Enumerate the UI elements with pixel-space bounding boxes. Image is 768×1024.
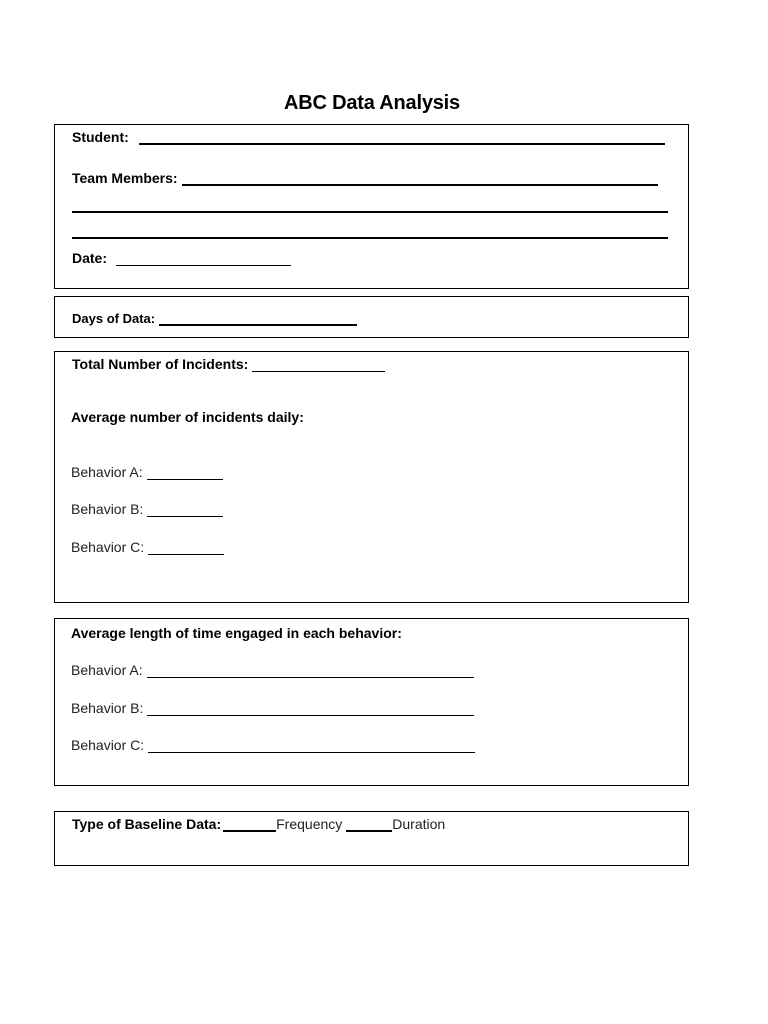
days-of-data-section — [54, 296, 689, 338]
total-incidents-label: Total Number of Incidents: — [72, 356, 249, 372]
behavior-a-duration-field[interactable] — [147, 665, 474, 678]
date-label: Date: — [72, 250, 108, 266]
behavior-b-duration-field[interactable] — [147, 703, 474, 716]
days-of-data-label: Days of Data: — [72, 311, 156, 326]
baseline-type-label: Type of Baseline Data: — [72, 816, 222, 832]
behavior-a-daily-label: Behavior A: — [71, 464, 143, 480]
page-title: ABC Data Analysis — [284, 92, 460, 114]
duration-section — [54, 618, 689, 786]
behavior-b-daily-field[interactable] — [147, 504, 223, 517]
frequency-label: Frequency — [276, 816, 343, 832]
duration-label: Duration — [392, 816, 446, 832]
incidents-section — [54, 351, 689, 603]
behavior-c-daily-field[interactable] — [148, 542, 224, 555]
student-field[interactable] — [139, 131, 665, 145]
team-members-field[interactable] — [182, 172, 658, 186]
student-label: Student: — [72, 129, 129, 145]
total-incidents-field[interactable] — [252, 359, 385, 372]
behavior-a-duration-label: Behavior A: — [71, 662, 143, 678]
behavior-c-daily-label: Behavior C: — [71, 539, 145, 555]
behavior-b-daily-label: Behavior B: — [71, 501, 144, 517]
team-members-label: Team Members: — [72, 170, 178, 186]
behavior-b-duration-label: Behavior B: — [71, 700, 144, 716]
behavior-c-duration-label: Behavior C: — [71, 737, 145, 753]
team-members-field-line-2[interactable] — [72, 211, 668, 213]
behavior-a-daily-field[interactable] — [147, 467, 223, 480]
baseline-data-section — [54, 811, 689, 866]
average-length-label: Average length of time engaged in each behavior: — [71, 625, 402, 641]
behavior-c-duration-field[interactable] — [148, 740, 475, 753]
days-of-data-field[interactable] — [159, 312, 357, 326]
average-daily-label: Average number of incidents daily: — [71, 409, 304, 425]
duration-checkbox-line[interactable] — [346, 818, 392, 832]
team-members-field-line-3[interactable] — [72, 237, 668, 239]
date-field[interactable] — [116, 253, 291, 266]
frequency-checkbox-line[interactable] — [223, 818, 276, 832]
student-info-section — [54, 124, 689, 289]
